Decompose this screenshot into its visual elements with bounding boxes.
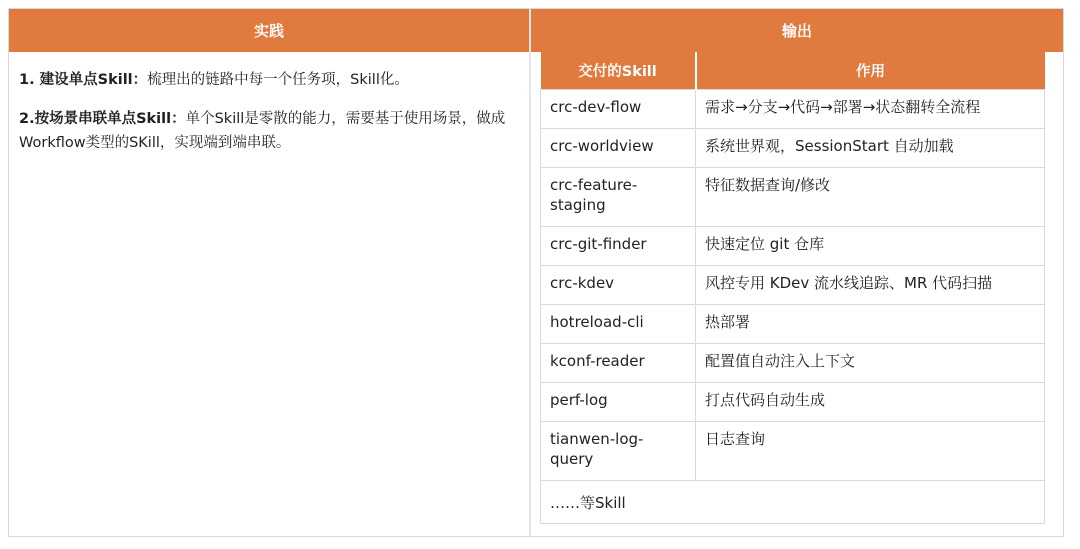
table-row bbox=[541, 129, 1045, 168]
practice-item-1-title: 1. 建设单点Skill bbox=[19, 72, 133, 88]
skill-purpose-cell: 需求→分支→代码→部署→状态翻转全流程 bbox=[696, 90, 1045, 129]
column-header-practice: 实践 bbox=[9, 9, 529, 52]
table-row bbox=[541, 344, 1045, 383]
skill-purpose-cell: 快速定位 git 仓库 bbox=[696, 227, 1045, 266]
skill-name-cell: perf-log bbox=[541, 383, 696, 422]
table-row bbox=[541, 90, 1045, 129]
skill-purpose-cell: 热部署 bbox=[696, 305, 1045, 344]
skill-name-cell: crc-feature-staging bbox=[541, 168, 696, 227]
more-skills-note: ……等Skill bbox=[541, 481, 1045, 524]
skill-purpose-cell: 日志查询 bbox=[696, 422, 1045, 481]
table-row bbox=[541, 227, 1045, 266]
table-row bbox=[541, 305, 1045, 344]
skill-name-cell: kconf-reader bbox=[541, 344, 696, 383]
practice-item-1-text: 梳理出的链路中每一个任务项，Skill化。 bbox=[147, 72, 409, 88]
practice-item-1-separator: ： bbox=[132, 72, 148, 88]
practice-item-2-separator: ： bbox=[171, 111, 186, 127]
practice-item-2 bbox=[19, 107, 519, 155]
practice-content bbox=[19, 68, 519, 170]
skill-purpose-cell: 打点代码自动生成 bbox=[696, 383, 1045, 422]
column-divider bbox=[529, 9, 531, 536]
table-footer-row bbox=[541, 481, 1045, 524]
skill-name-cell: crc-git-finder bbox=[541, 227, 696, 266]
skill-name-cell: tianwen-log-query bbox=[541, 422, 696, 481]
practice-item-1 bbox=[19, 68, 519, 92]
practice-item-2-title: 2.按场景串联单点Skill bbox=[19, 111, 172, 127]
skill-name-cell: hotreload-cli bbox=[541, 305, 696, 344]
skills-table-header-skill: 交付的Skill bbox=[541, 52, 696, 90]
skills-table bbox=[540, 52, 1045, 524]
skill-name-cell: crc-dev-flow bbox=[541, 90, 696, 129]
skills-table-header-row bbox=[541, 52, 1045, 90]
table-row bbox=[541, 266, 1045, 305]
column-header-output: 输出 bbox=[531, 9, 1063, 52]
skill-name-cell: crc-worldview bbox=[541, 129, 696, 168]
skill-name-cell: crc-kdev bbox=[541, 266, 696, 305]
practice-item-2-text: 单个Skill是零散的能力，需要基于使用场景，做成Workflow类型的SKill，实现端到端串联。 bbox=[19, 111, 506, 151]
skill-purpose-cell: 系统世界观，SessionStart 自动加载 bbox=[696, 129, 1045, 168]
skill-purpose-cell: 特征数据查询/修改 bbox=[696, 168, 1045, 227]
table-row bbox=[541, 168, 1045, 227]
table-row bbox=[541, 383, 1045, 422]
skills-table-header-purpose: 作用 bbox=[696, 52, 1045, 90]
skill-purpose-cell: 配置值自动注入上下文 bbox=[696, 344, 1045, 383]
skill-purpose-cell: 风控专用 KDev 流水线追踪、MR 代码扫描 bbox=[696, 266, 1045, 305]
table-row bbox=[541, 422, 1045, 481]
